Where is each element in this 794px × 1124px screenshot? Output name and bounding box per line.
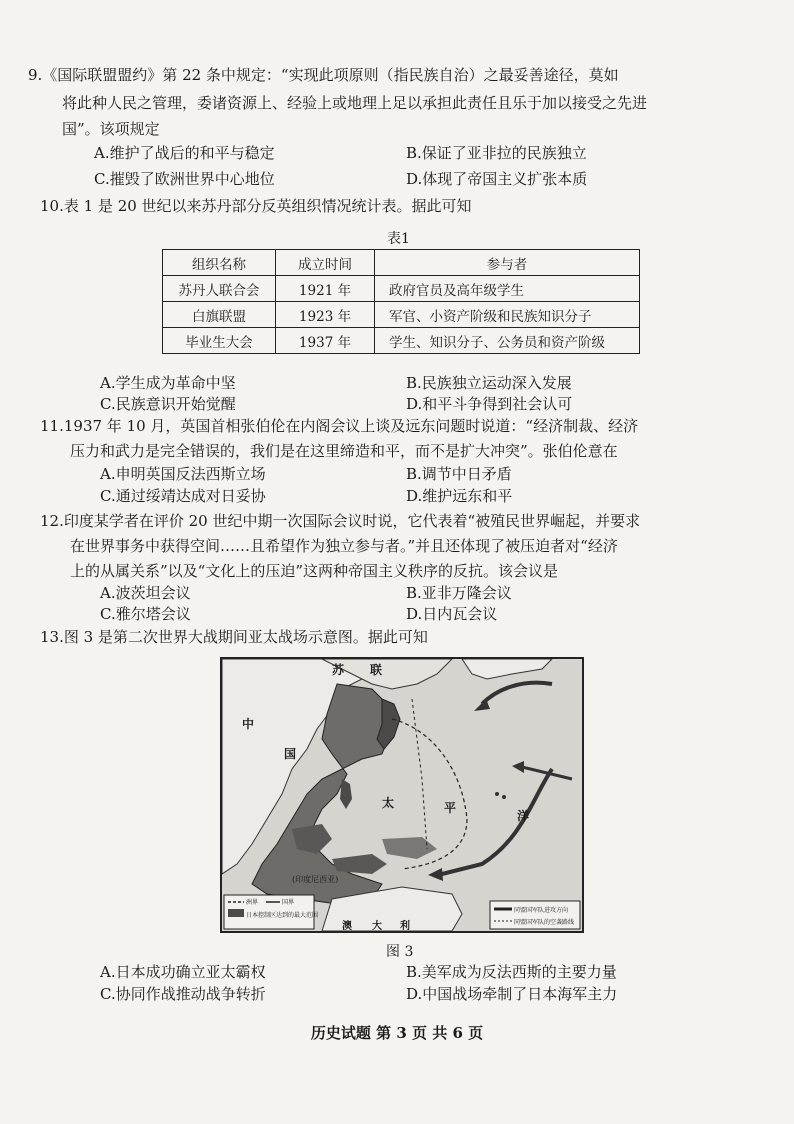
q9-option-b: B.保证了亚非拉的民族独立	[406, 144, 587, 162]
table-cell: 苏丹人联合会	[163, 276, 276, 302]
table-header: 组织名称	[163, 250, 276, 276]
q12-option-c: C.雅尔塔会议	[100, 605, 191, 623]
q10-option-b: B.民族独立运动深入发展	[406, 374, 572, 392]
map-label-tai: 太	[382, 796, 395, 810]
q10-option-d: D.和平斗争得到社会认可	[406, 395, 573, 413]
q10-stem: 10.表 1 是 20 世纪以来苏丹部分反英组织情况统计表。据此可知	[40, 197, 472, 215]
map-label-aus-3: 利	[400, 921, 410, 932]
table-title: 表1	[387, 231, 410, 247]
table-header-row	[163, 250, 640, 276]
legend-continent-line: 洲界	[246, 899, 259, 906]
q12-stem-line-2: 在世界事务中获得空间……且希望作为独立参与者。”并且还体现了被压迫者对“经济	[70, 537, 618, 555]
q9-option-c: C.摧毁了欧洲世界中心地位	[94, 170, 275, 188]
map-label-lian: 联	[370, 663, 383, 677]
table-row	[163, 302, 640, 328]
q13-stem: 13.图 3 是第二次世界大战期间亚太战场示意图。据此可知	[40, 628, 428, 646]
q12-stem-line-1: 12.印度某学者在评价 20 世纪中期一次国际会议时说，它代表着“被殖民世界崛起，并要求	[40, 512, 641, 530]
q9-stem-line-2: 将此种人民之管理，委诸资源上、经验上或地理上足以承担此责任且乐于加以接受之先进	[62, 94, 648, 112]
legend-japan-control: 日本控制区达到的最大范围	[246, 912, 319, 919]
q13-option-c: C.协同作战推动战争转折	[100, 985, 266, 1003]
table-cell: 白旗联盟	[163, 302, 276, 328]
page-footer: 历史试题 第 3 页 共 6 页	[310, 1024, 484, 1042]
table-cell: 学生、知识分子、公务员和资产阶级	[375, 328, 640, 354]
map-label-ping: 平	[444, 801, 457, 815]
table-cell: 1921 年	[276, 276, 375, 302]
map-label-aus-2: 大	[372, 921, 382, 932]
map-label-guo: 国	[284, 747, 297, 761]
table-row	[163, 276, 640, 302]
q12-stem-line-3: 上的从属关系”以及“文化上的压迫”这两种帝国主义秩序的反抗。该会议是	[70, 562, 559, 580]
q11-option-b: B.调节中日矛盾	[406, 465, 512, 483]
legend-national-border: 国界	[282, 899, 295, 906]
q9-stem-line-3: 国”。该项规定	[62, 120, 160, 138]
table-cell: 政府官员及高年级学生	[375, 276, 640, 302]
q13-option-a: A.日本成功确立亚太霸权	[100, 963, 266, 981]
table-cell: 1923 年	[276, 302, 375, 328]
map-label-zhong: 中	[242, 717, 255, 731]
table-cell: 军官、小资产阶级和民族知识分子	[375, 302, 640, 328]
legend-allied-air-raid: 同盟国军队的空袭路线	[514, 919, 575, 926]
table-cell: 1937 年	[276, 328, 375, 354]
table-row	[163, 328, 640, 354]
table-header: 参与者	[375, 250, 640, 276]
table-cell: 毕业生大会	[163, 328, 276, 354]
q12-option-b: B.亚非万隆会议	[406, 584, 512, 602]
q11-option-d: D.维护远东和平	[406, 487, 513, 505]
q12-option-a: A.波茨坦会议	[100, 584, 191, 602]
map-label-su: 苏	[332, 663, 345, 677]
q9-option-d: D.体现了帝国主义扩张本质	[406, 170, 588, 188]
map-label-aus-1: 澳	[342, 921, 352, 932]
q13-option-d: D.中国战场牵制了日本海军主力	[406, 985, 618, 1003]
sudan-organizations-table	[162, 249, 640, 354]
map-graphic	[222, 659, 582, 931]
asia-pacific-war-map	[220, 657, 584, 933]
q11-option-a: A.申明英国反法西斯立场	[100, 465, 266, 483]
figure-caption: 图 3	[386, 944, 414, 960]
q12-option-d: D.日内瓦会议	[406, 605, 498, 623]
q13-option-b: B.美军成为反法西斯的主要力量	[406, 963, 617, 981]
q11-stem-line-1: 11.1937 年 10 月，英国首相张伯伦在内阁会议上谈及远东问题时说道：“经济制裁、经济	[40, 417, 639, 435]
q11-stem-line-2: 压力和武力是完全错误的，我们是在这里缔造和平，而不是扩大冲突”。张伯伦意在	[70, 442, 618, 460]
map-label-yang: 洋	[517, 809, 530, 823]
table-header: 成立时间	[276, 250, 375, 276]
q9-option-a: A.维护了战后的和平与稳定	[94, 144, 275, 162]
map-label-indonesia: (印度尼西亚)	[292, 875, 339, 884]
q10-option-a: A.学生成为革命中坚	[100, 374, 236, 392]
legend-allied-attack: 同盟国军队进攻方向	[514, 907, 569, 914]
q10-option-c: C.民族意识开始觉醒	[100, 395, 236, 413]
q9-stem-line-1: 9.《国际联盟盟约》第 22 条中规定：“实现此项原则（指民族自治）之最妥善途径，莫如	[28, 66, 619, 84]
q11-option-c: C.通过绥靖达成对日妥协	[100, 487, 266, 505]
